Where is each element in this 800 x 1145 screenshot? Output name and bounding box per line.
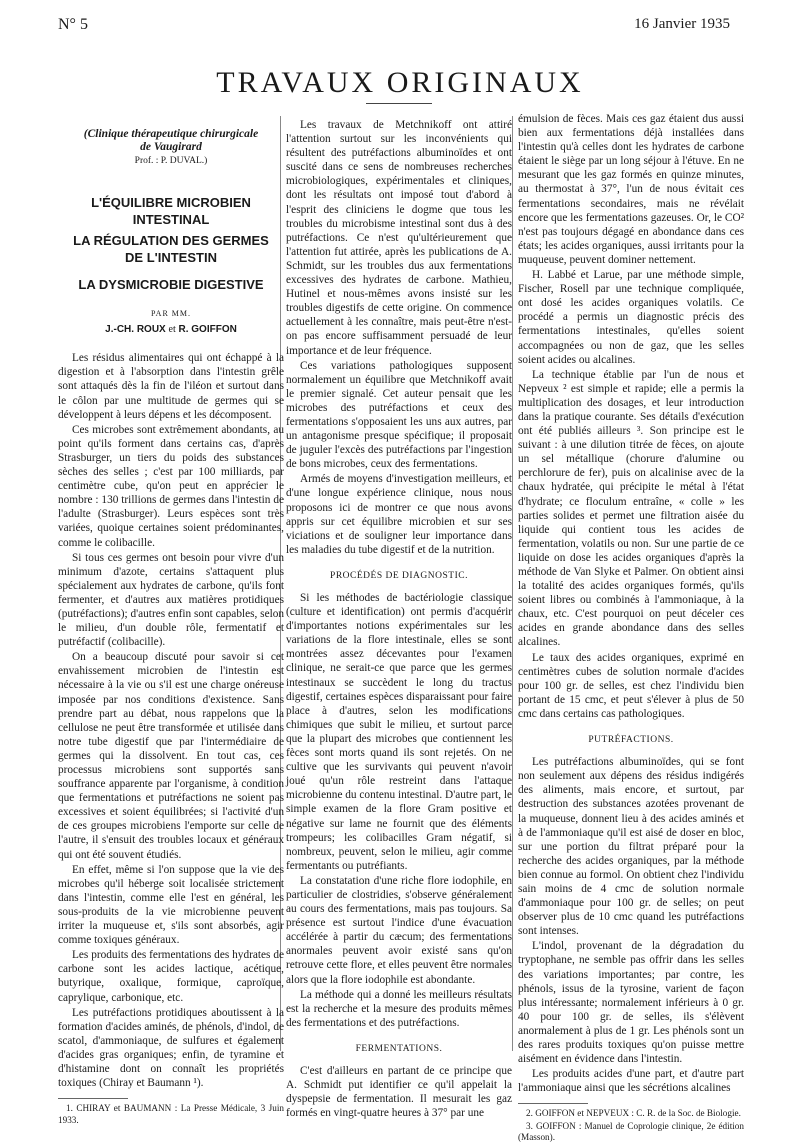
column-2 — [286, 118, 512, 1121]
section-title: TRAVAUX ORIGINAUX — [216, 66, 584, 99]
footnote-rule — [518, 1103, 588, 1104]
paragraph: La technique établie par l'un de nous et Nepveux ² est simple et rapide; elle a permis la multiplication des dosages, et leur introduction dans la pratique courante. Ses détails d'exécution ont été publiés ailleurs ³. Son principe est le suivant : à une dilution titrée de fèces, on ajoute un sel métallique (chorure d'alumine ou perchlorure de fer), puis on alcalinise avec de la chaux hydratée, qui précipite le métal à l'état d'hydrate; ce floculum entraîne, « colle » les parties solides et permet une filtration aisée du liquide qui contient tous les acides de fermentation, volatils ou non. Sur une partie de ce liquide on dose les acides organiques d'après la méthode de Van Slyke et Palmer. On obtient ainsi la totalité des acides organiques formés, qu'ils soient libres ou combinés à l'ammoniaque, à la chaux, etc. C'est pourquoi on peut déceler ces acides en grande abondance dans des selles alcalines. — [518, 368, 744, 649]
paragraph: Les produits acides d'une part, et d'autre part l'ammoniaque ainsi que les sécrétions alcalines — [518, 1068, 744, 1095]
article-title: L'ÉQUILIBRE MICROBIEN INTESTINAL — [91, 195, 251, 228]
page-header — [58, 16, 730, 38]
paragraph: Les putréfactions albuminoïdes, qui se font non seulement aux dépens des résidus indigérés des aliments, mais encore, et surtout, par destruction des substances azotées provenant de la muqueuse, donnent lieu à des acides aminés et à de l'ammoniaque qu'il est aisé de doser en bloc, sur une portion du filtrat préparé pour la recherche des acides organiques, par la méthode bien connue au formol. On obtient chez l'individu sain moins de 4 cmc de solution normale d'ammoniaque pour 100 gr. de selles; on peut observer plus de 10 cmc quand les putréfactions sont intenses. — [518, 756, 744, 938]
subheading: FERMENTATIONS. — [355, 1043, 443, 1054]
paragraph: La méthode qui a donné les meilleurs résultats est la recherche et la mesure des produits mêmes des fermentations et des putréfactions. — [286, 988, 512, 1029]
authors: J.-CH. ROUX et R. GOIFFON — [105, 324, 237, 336]
subheading: PROCÉDÉS DE DIAGNOSTIC. — [330, 570, 468, 581]
paragraph: Si tous ces germes ont besoin pour vivre d'un minimum d'azote, certains s'attaquent plus spécialement aux hydrates de carbone, qu'ils font fermenter, et d'autres aux matières protidiques (putréfactions); d'autres enfin sont capables, selon le milieu, d'un double rôle, fermentatif et putréfactif (colibacille). — [58, 551, 285, 649]
paragraph: Les produits des fermentations des hydrates de carbone sont les acides lactique, acétique, butyrique, oxalique, formique, caproïque, caprylique, carbonique, etc. — [58, 949, 284, 1004]
paragraph: Les travaux de Metchnikoff ont attiré l'attention surtout sur les inconvénients qui résultent des putréfactions albuminoïdes et ont suscité dans ce sens de nombreuses recherches microbiologiques, expérimentales et cliniques, dont les résultats ont imposé tout d'abord à l'esprit des cliniciens le dogme que tous les troubles du microbisme intestinal sont dus à des putréfactions. Ce n'est qu'ultérieurement que l'attention fut attirée, après les publications de A. Schmidt, sur les troubles dus aux fermentations excessives des hydrates de carbone. Mathieu, Hutinel et nous-mêmes avons insisté sur les troubles digestifs de cette origine. On commence actuellement à les connaître, mais peut-être n'est-on pas encore suffisamment persuadé de leur importance et de leur fréquence. — [286, 119, 512, 357]
paragraph: Les putréfactions protidiques aboutissent à la formation d'acides aminés, de phénols, d'indol, de scatol, d'ammoniaque, de sulfures et également d'acides gras organiques; enfin, de tyramine et d'histamine dont on connaît les propriétés toxiques (Chiray et Baumann ¹). — [58, 1006, 284, 1090]
paragraph: émulsion de fèces. Mais ces gaz étaient dus aussi bien aux fermentations déjà installées dans l'intestin qu'à celles dont les hydrates de carbone étaient le siège par un long séjour à l'étuve. En ne mesurant que les gaz formés en quinze minutes, au thermostat à 37°, l'un de nous évitait ces fermentations secondaires, mais ne révélait encore que les fermentations gazeuses. Or, le CO² n'est pas toujours dégagé en abondance dans ces états; les acides organiques, aussi irritants pour la muqueuse, peuvent dominer nettement. — [518, 113, 744, 266]
paragraph: La constatation d'une riche flore iodophile, en particulier de clostridies, s'observe généralement au cours des fermentations, mais pas toujours. Sa présence est surtout l'indice d'une évacuation accélérée à partir du cæcum; des fermentations anormales peuvent avoir existé sans qu'on retrouve cette flore, et elles peuvent être normales alors que la flore iodophile est abondante. — [286, 874, 512, 986]
column-divider — [512, 116, 513, 1051]
paragraph: Armés de moyens d'investigation meilleurs, et d'une longue expérience clinique, nous nous proposons ici de montrer ce que nous avons appris sur cet équilibre microbien et sur ses viciations et de souligner leur importance dans les maladies du tube digestif et de la nutrition. — [286, 473, 512, 556]
professor-line: Prof. : P. DUVAL.) — [134, 156, 208, 166]
paragraph: On a beaucoup discuté pour savoir si cet envahissement microbien de l'intestin est nécessaire à la vie ou s'il est une charge onéreuse imposée par nos conditions d'existence. Sans prendre part au débat, nous rappelons que la cellulose ne peut être transformée et utilisée dans notre tube digestif que par l'intermédiaire de germes qui la dissolvent. En tout cas, ces processus microbiens sont supportés sans souffrance apparente par l'organisme, à condition que fermentations et putréfactions ne soient pas excessives et soient équilibrées; si l'activité d'un de ces groupes microbiens l'emporte sur celle de l'autre, il s'ensuit des troubles locaux et généraux qui ont été souvent étudiés. — [58, 651, 284, 861]
paragraph: Le taux des acides organiques, exprimé en centimètres cubes de solution normale d'acides pour 100 gr. de selles, est chez l'individu bien portant de 15 cmc, et peut s'élever à plus de 50 cmc dans certains cas pathologiques. — [518, 651, 744, 720]
paragraph: Ces variations pathologiques supposent normalement un équilibre que Metchnikoff avait le premier signalé. Cet auteur pensait que les microbes des putréfactions et ceux des fermentations s'opposaient les uns aux autres, par un antagonisme presque spécifique; il proposait de juguler l'excès des putréfactions par l'ingestion de bons microbes, ceux des fermentations. — [286, 359, 512, 471]
paragraph: H. Labbé et Larue, par une méthode simple, Fischer, Rosell par une technique compliquée, ont dosé les acides organiques volatils. Ce procédé a permis un diagnostic précis des fermentations intestinales, qu'elles soient accompagnées ou non de gaz, que les selles soient acides ou alcalines. — [518, 269, 744, 366]
paragraph: C'est d'ailleurs en partant de ce principe que A. Schmidt put identifier ce qu'il appelait la dyspepsie de fermentation. Il mesurait les gaz formés en vingt-quatre heures à 37° par une — [286, 1065, 512, 1120]
column-3 — [518, 112, 744, 1145]
paragraph: En effet, même si l'on suppose que la vie des microbes qu'il héberge soit localisée strictement dans l'intestin, comme elle l'est en général, les sous-produits de la vie microbienne peuvent irriter la muqueuse et, s'ils sont absorbés, agir comme toxiques généraux. — [58, 863, 284, 947]
paragraph: Si les méthodes de bactériologie classique (culture et identification) ont permis d'acquérir d'importantes notions expérimentales sur les variations de la flore intestinale, elles se sont montrées assez décevantes pour l'examen clinique, ne serait-ce que parce que les germes intestinaux se succèdent le long du tractus digestif, certaines espèces disparaissant pour faire place à d'autres, selon les modifications chimiques que subit le milieu, et surtout parce que la plupart des microbes que contiennent les fèces sont morts quand ils sont rejetés. On ne cultive que les survivants qui peuvent n'avoir joué qu'un rôle restreint dans l'attaque microbienne du contenu intestinal. D'autre part, le simple examen de la flore Gram positive et négative sur lame ne fournit que des éléments trompeurs; les colibacilles Gram négatif, si nombreux, peuvent, selon le milieu, agir comme fermentants ou putréfiants. — [286, 592, 513, 872]
by-line: PAR MM. — [150, 309, 192, 319]
footnote: 3. GOIFFON : Manuel de Coprologie clinique, 2e édition (Masson). — [518, 1120, 744, 1143]
clinic-affiliation: (Clinique thérapeutique chirurgicale de Vaugirard — [83, 128, 259, 153]
footnote: 1. CHIRAY et BAUMANN : La Presse Médicale, 3 Juin 1933. — [58, 1103, 284, 1125]
subheading: PUTRÉFACTIONS. — [588, 735, 674, 746]
footnote: 2. GOIFFON et NEPVEUX : C. R. de la Soc. de Biologie. — [526, 1108, 741, 1119]
paragraph: Ces microbes sont extrêmement abondants, au point qu'ils forment dans certains cas, d'après Strasburger, un tiers du poids des substances sèches des selles ; c'est par 100 milliards, par centimètre cube, qu'on peut en apprécier le nombre : 130 trillions de germes dans l'intestin de l'adulte (Strasburger). Leurs espèces sont très variées, quoique certaines soient prédominantes, comme le colibacille. — [58, 423, 284, 549]
paragraph: L'indol, provenant de la dégradation du tryptophane, ne semble pas offrir dans les selles des variations importantes; par contre, les phénols, issus de la tyrosine, varient de façon plus intéressante; normalement inférieurs à 0 gr. 40 pour 100 gr. de selles, ils s'élèvent anormalement à plus de 1 gr. Les phénols sont un des rares produits toxiques qu'on puisse mettre aisément en évidence dans l'intestin. — [518, 940, 744, 1066]
issue-number: N° 5 — [58, 16, 88, 33]
paragraph: Les résidus alimentaires qui ont échappé à la digestion et à l'absorption dans l'intestin grêle sont attaqués dès la fin de l'iléon et surtout dans le côlon par une multitude de germes qui se développent à leurs dépens et les décomposent. — [58, 352, 284, 421]
footnote-rule — [58, 1098, 128, 1099]
section-rule — [366, 103, 432, 104]
column-1 — [58, 118, 284, 1127]
issue-date: 16 Janvier 1935 — [634, 16, 730, 32]
article-subtitle: LA RÉGULATION DES GERMES DE L'INTESTIN LA DYSMICROBIE DIGESTIVE — [73, 233, 269, 293]
